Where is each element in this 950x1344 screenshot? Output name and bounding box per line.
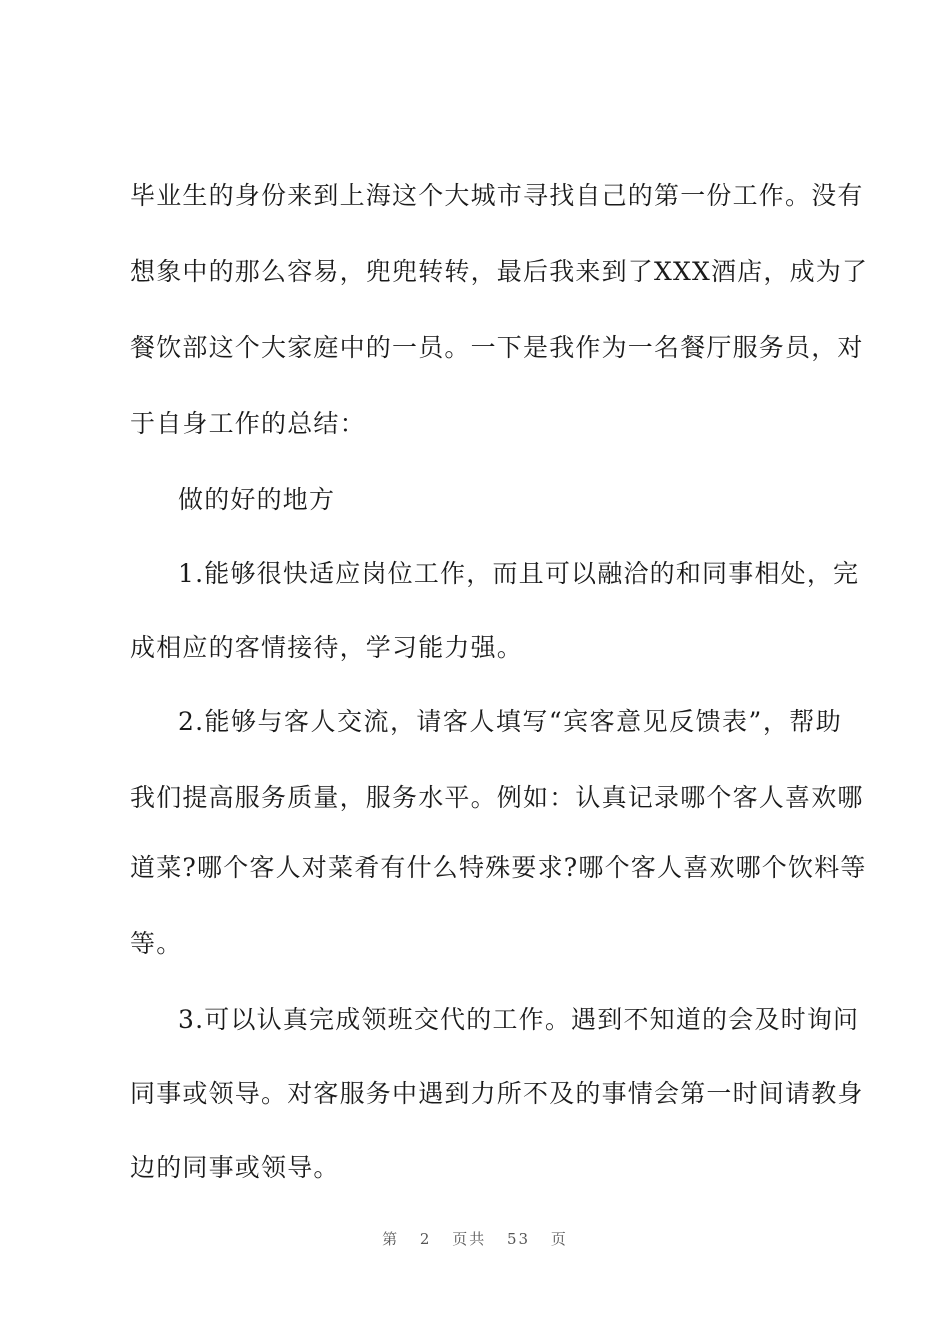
paragraph-line: 餐饮部这个大家庭中的一员。一下是我作为一名餐厅服务员，对 [130,333,864,362]
list-item-line: 等。 [130,929,183,958]
list-item-line: 道菜?哪个客人对菜肴有什么特殊要求?哪个客人喜欢哪个饮料等 [130,853,867,882]
page-number-footer: 第 2 页共 53 页 [382,1230,568,1248]
list-item-line: 成相应的客情接待，学习能力强。 [130,633,524,662]
paragraph-line: 毕业生的身份来到上海这个大城市寻找自己的第一份工作。没有 [130,181,864,210]
list-item-line: 同事或领导。对客服务中遇到力所不及的事情会第一时间请教身 [130,1079,864,1108]
list-item-line: 2.能够与客人交流，请客人填写“宾客意见反馈表”，帮助 [178,707,842,736]
paragraph-line: 于自身工作的总结： [130,409,366,438]
paragraph-line: 想象中的那么容易，兜兜转转，最后我来到了XXX酒店，成为了 [130,257,869,286]
list-item-line: 1.能够很快适应岗位工作，而且可以融洽的和同事相处，完 [178,559,860,588]
list-item-line: 我们提高服务质量，服务水平。例如：认真记录哪个客人喜欢哪 [130,783,864,812]
list-item-line: 边的同事或领导。 [130,1153,340,1182]
section-heading: 做的好的地方 [178,485,336,514]
list-item-line: 3.可以认真完成领班交代的工作。遇到不知道的会及时询问 [178,1005,860,1034]
